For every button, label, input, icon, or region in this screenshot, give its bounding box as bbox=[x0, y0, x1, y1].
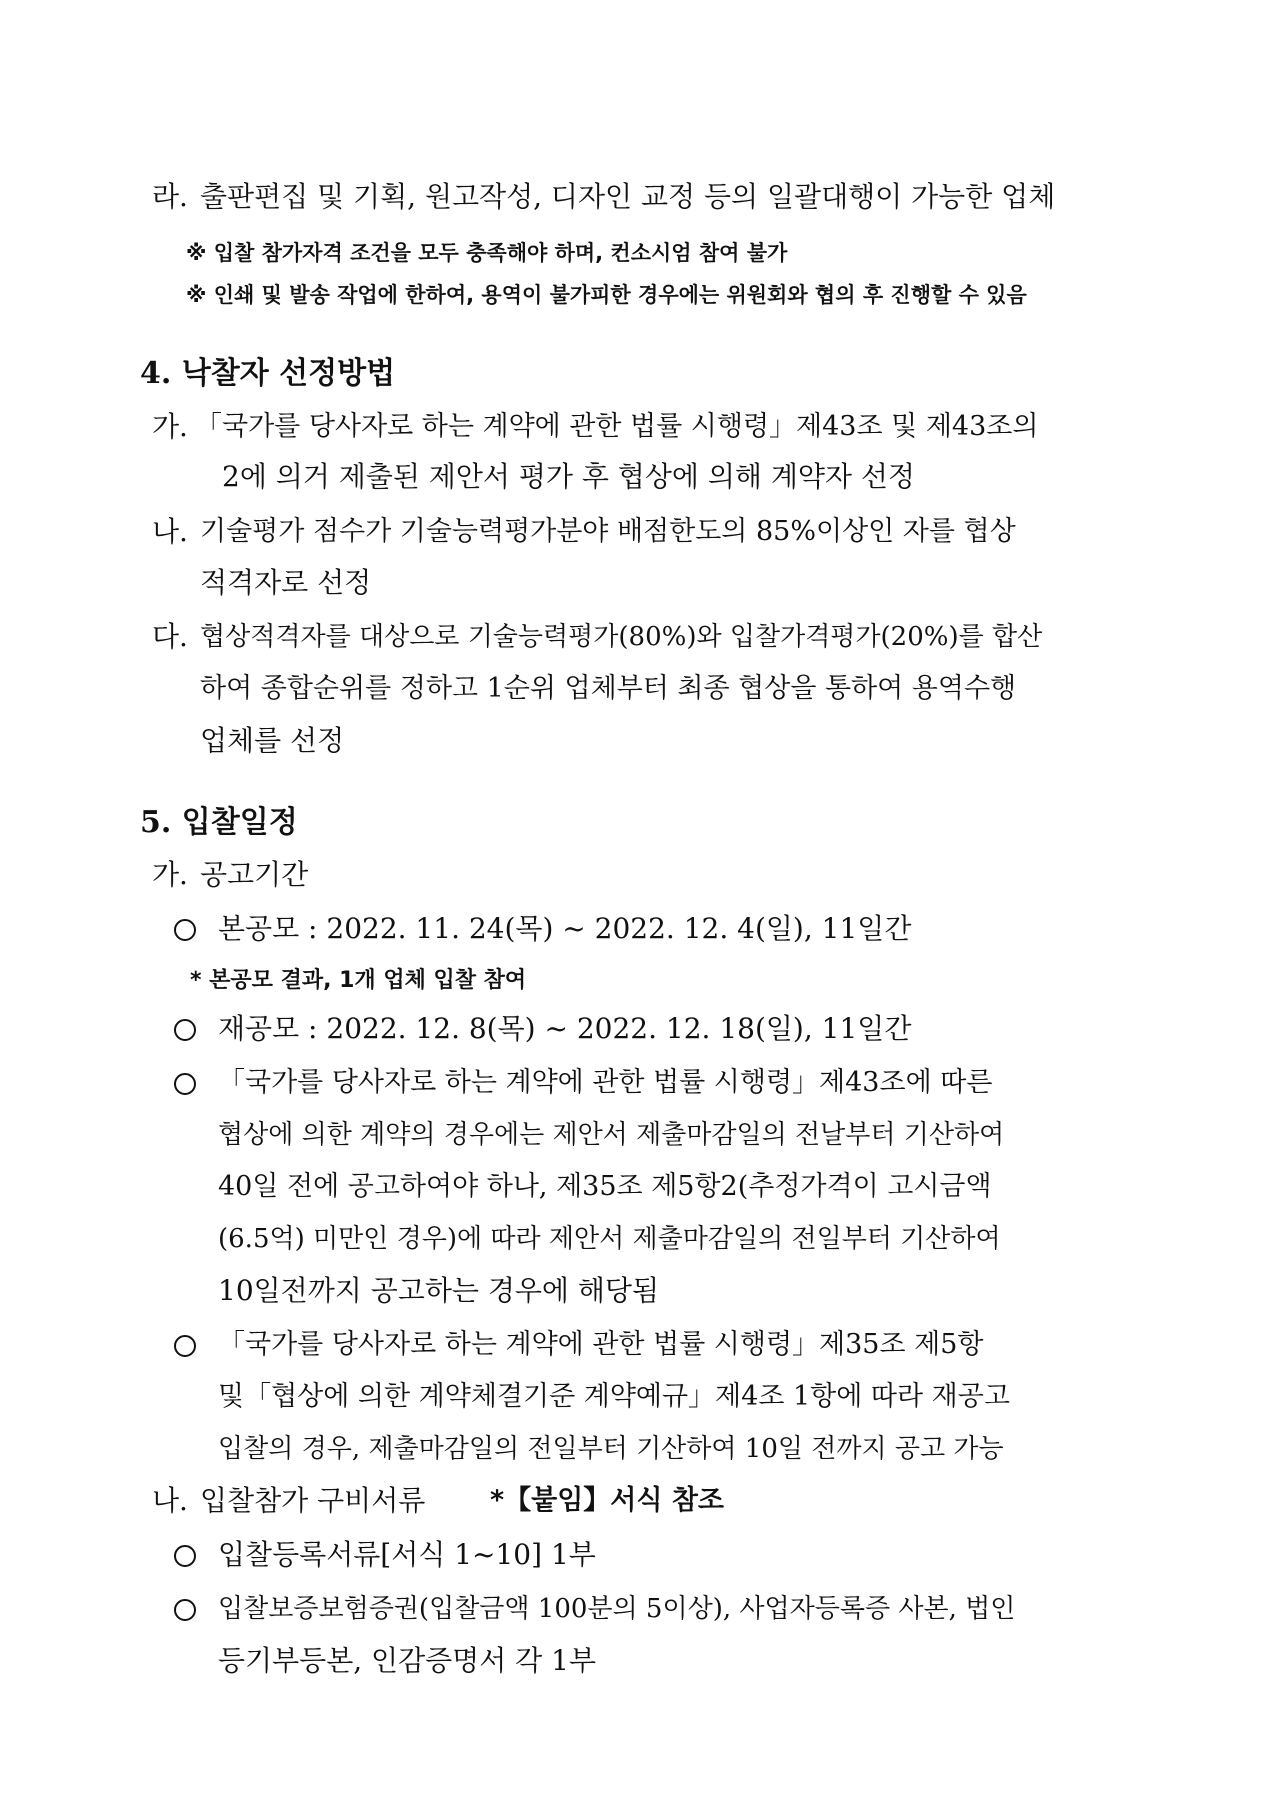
s4-na-line2: 적격자로 선정 bbox=[200, 566, 372, 599]
s4-da-line2: 하여 종합순위를 정하고 1순위 업체부터 최종 협상을 통하여 용역수행 bbox=[200, 673, 1017, 704]
circle-bullet-icon bbox=[174, 1335, 196, 1357]
s5-na-b1-bullet bbox=[174, 1538, 196, 1572]
s5-ga-b1-note: * 본공모 결과, 1개 업체 입찰 참여 bbox=[190, 968, 527, 993]
s5-ga-b3-line2: 협상에 의한 계약의 경우에는 제안서 제출마감일의 전날부터 기산하여 bbox=[218, 1120, 1005, 1150]
s5-ga-title: 공고기간 bbox=[200, 858, 309, 891]
s4-da-line1: 협상적격자를 대상으로 기술능력평가(80%)와 입찰가격평가(20%)를 합산 bbox=[200, 622, 1043, 652]
s5-ga-b2: 재공모 : 2022. 12. 8(목) ~ 2022. 12. 18(일), 11일간 bbox=[218, 1012, 912, 1045]
s5-ga-b4-line3: 입찰의 경우, 제출마감일의 전일부터 기산하여 10일 전까지 공고 가능 bbox=[218, 1434, 1004, 1464]
s5-na-b1: 입찰등록서류[서식 1~10] 1부 bbox=[218, 1538, 596, 1571]
section4-heading: 4. 낙찰자 선정방법 bbox=[140, 356, 396, 391]
circle-bullet-icon bbox=[174, 1073, 196, 1095]
s5-ga-b3-line3: 40일 전에 공고하여야 하나, 제35조 제5항2(추정가격이 고시금액 bbox=[218, 1171, 992, 1202]
note-printing: ※ 인쇄 및 발송 작업에 한하여, 용역이 불가피한 경우에는 위원회와 협의 후 진행할 수 있음 bbox=[186, 283, 1027, 307]
s4-ga-line1: 「국가를 당사자로 하는 계약에 관한 법률 시행령」제43조 및 제43조의 bbox=[195, 411, 1039, 442]
s5-ga-marker: 가. bbox=[152, 858, 188, 891]
s5-na-b2-line2: 등기부등본, 인감증명서 각 1부 bbox=[218, 1644, 596, 1677]
s5-ga-b2-bullet bbox=[174, 1012, 196, 1046]
s5-na-title: 입찰참가 구비서류 bbox=[200, 1484, 426, 1517]
s5-ga-b3-line5: 10일전까지 공고하는 경우에 해당됨 bbox=[218, 1274, 660, 1307]
note-eligibility: ※ 입찰 참가자격 조건을 모두 충족해야 하며, 컨소시엄 참여 불가 bbox=[186, 241, 788, 265]
circle-bullet-icon bbox=[174, 1599, 196, 1621]
item-ra-text bbox=[200, 180, 1160, 214]
circle-bullet-icon bbox=[174, 1019, 196, 1041]
s5-na-b2-bullet bbox=[174, 1592, 196, 1626]
s5-ga-b4-line2: 및「협상에 의한 계약체결기준 계약예규」제4조 1항에 따라 재공고 bbox=[218, 1381, 1010, 1412]
s5-ga-b3-bullet bbox=[174, 1066, 196, 1100]
s4-ga-line2: 2에 의거 제출된 제안서 평가 후 협상에 의해 계약자 선정 bbox=[222, 460, 915, 493]
s5-ga-b1: 본공모 : 2022. 11. 24(목) ~ 2022. 12. 4(일), 11일간 bbox=[218, 912, 912, 945]
s4-na-marker: 나. bbox=[152, 515, 188, 548]
s5-ga-b3-line1: 「국가를 당사자로 하는 계약에 관한 법률 시행령」제43조에 따른 bbox=[218, 1067, 993, 1098]
s5-ga-b3-line4: (6.5억) 미만인 경우)에 따라 제안서 제출마감일의 전일부터 기산하여 bbox=[218, 1224, 1001, 1254]
s5-ga-b4-bullet bbox=[174, 1328, 196, 1362]
item-ra-marker: 라. bbox=[152, 180, 188, 213]
circle-bullet-icon bbox=[174, 1545, 196, 1567]
s4-da-marker: 다. bbox=[152, 620, 188, 653]
s4-ga-marker: 가. bbox=[152, 410, 188, 443]
s5-ga-b1-bullet bbox=[174, 912, 196, 946]
section5-heading: 5. 입찰일정 bbox=[140, 805, 298, 840]
circle-bullet-icon bbox=[174, 919, 196, 941]
s4-da-line3: 업체를 선정 bbox=[200, 724, 345, 757]
s5-na-title-note: *【붙임】서식 참조 bbox=[490, 1485, 725, 1516]
item-ra-text-content: 출판편집 및 기획, 원고작성, 디자인 교정 등의 일괄대행이 가능한 업체 bbox=[200, 180, 1056, 213]
s5-na-b2-line1: 입찰보증보험증권(입찰금액 100분의 5이상), 사업자등록증 사본, 법인 bbox=[218, 1594, 1016, 1624]
s4-na-line1: 기술평가 점수가 기술능력평가분야 배점한도의 85%이상인 자를 협상 bbox=[200, 516, 1016, 547]
s5-ga-b4-line1: 「국가를 당사자로 하는 계약에 관한 법률 시행령」제35조 제5항 bbox=[218, 1329, 984, 1360]
s5-na-marker: 나. bbox=[152, 1484, 188, 1517]
